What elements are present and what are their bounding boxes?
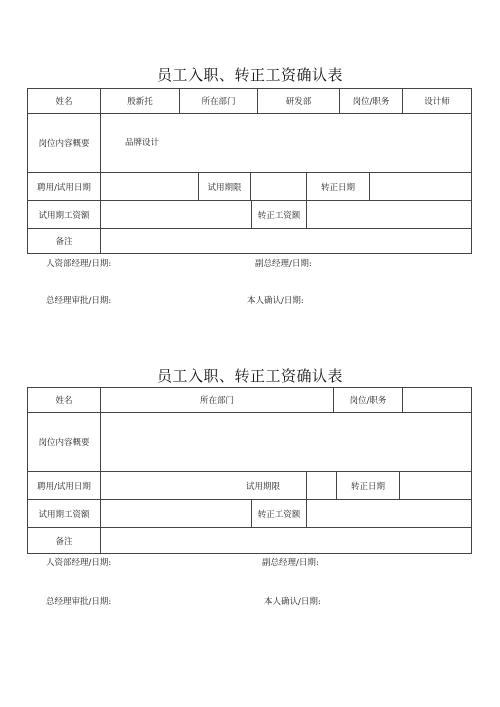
remarks-label: 备注 bbox=[27, 228, 101, 254]
confirmation-form bbox=[27, 88, 472, 254]
regular-salary-value[interactable] bbox=[306, 200, 472, 229]
remarks-value[interactable] bbox=[100, 527, 472, 554]
probation-salary-label: 试用期工资额 bbox=[27, 200, 101, 229]
department-value[interactable]: 研发部 bbox=[257, 88, 340, 114]
position-label: 岗位/职务 bbox=[339, 88, 403, 114]
department-label: 所在部门 bbox=[100, 387, 334, 413]
hire-date-label: 聘用/试用日期 bbox=[27, 471, 101, 500]
confirm-date-value[interactable] bbox=[369, 172, 472, 201]
self-confirm-signature: 本人确认/日期: bbox=[247, 296, 304, 306]
name-label: 姓名 bbox=[27, 88, 101, 114]
name-value[interactable]: 殷新托 bbox=[100, 88, 180, 114]
deputy-gm-signature: 副总经理/日期: bbox=[255, 259, 312, 269]
job-summary-value[interactable] bbox=[100, 412, 472, 472]
job-summary-label: 岗位内容概要 bbox=[27, 113, 101, 173]
remarks-value[interactable] bbox=[100, 228, 472, 254]
confirm-date-label: 转正日期 bbox=[336, 471, 400, 500]
probation-period-value[interactable] bbox=[306, 471, 337, 500]
probation-period-label: 试用期限 bbox=[198, 172, 251, 201]
confirm-date-label: 转正日期 bbox=[306, 172, 370, 201]
form-title: 员工入职、转正工资确认表 bbox=[156, 66, 343, 84]
position-value[interactable] bbox=[402, 387, 472, 413]
probation-period-value[interactable] bbox=[250, 172, 307, 201]
probation-salary-label: 试用期工资额 bbox=[27, 499, 101, 528]
hr-manager-signature: 人资部经理/日期: bbox=[46, 259, 112, 269]
probation-salary-value[interactable] bbox=[100, 200, 252, 229]
remarks-label: 备注 bbox=[27, 527, 101, 554]
position-label: 岗位/职务 bbox=[333, 387, 403, 413]
position-value[interactable]: 设计师 bbox=[402, 88, 472, 114]
form-title: 员工入职、转正工资确认表 bbox=[156, 367, 343, 385]
confirmation-form bbox=[27, 387, 472, 554]
regular-salary-value[interactable] bbox=[306, 499, 472, 528]
probation-period-label: 试用期限 bbox=[100, 471, 307, 500]
name-label: 姓名 bbox=[27, 387, 101, 413]
regular-salary-label: 转正工资额 bbox=[251, 200, 307, 229]
hr-manager-signature: 人资部经理/日期: bbox=[46, 558, 112, 568]
gm-approval-signature: 总经理审批/日期: bbox=[46, 296, 112, 306]
confirm-date-value[interactable] bbox=[399, 471, 472, 500]
regular-salary-label: 转正工资额 bbox=[251, 499, 307, 528]
job-summary-value[interactable]: 品牌设计 bbox=[100, 113, 472, 173]
job-summary-label: 岗位内容概要 bbox=[27, 412, 101, 472]
department-label: 所在部门 bbox=[179, 88, 258, 114]
deputy-gm-signature: 副总经理/日期: bbox=[262, 558, 319, 568]
gm-approval-signature: 总经理审批/日期: bbox=[46, 597, 112, 607]
hire-date-value[interactable] bbox=[100, 172, 199, 201]
hire-date-label: 聘用/试用日期 bbox=[27, 172, 101, 201]
self-confirm-signature: 本人确认/日期: bbox=[264, 597, 321, 607]
probation-salary-value[interactable] bbox=[100, 499, 252, 528]
